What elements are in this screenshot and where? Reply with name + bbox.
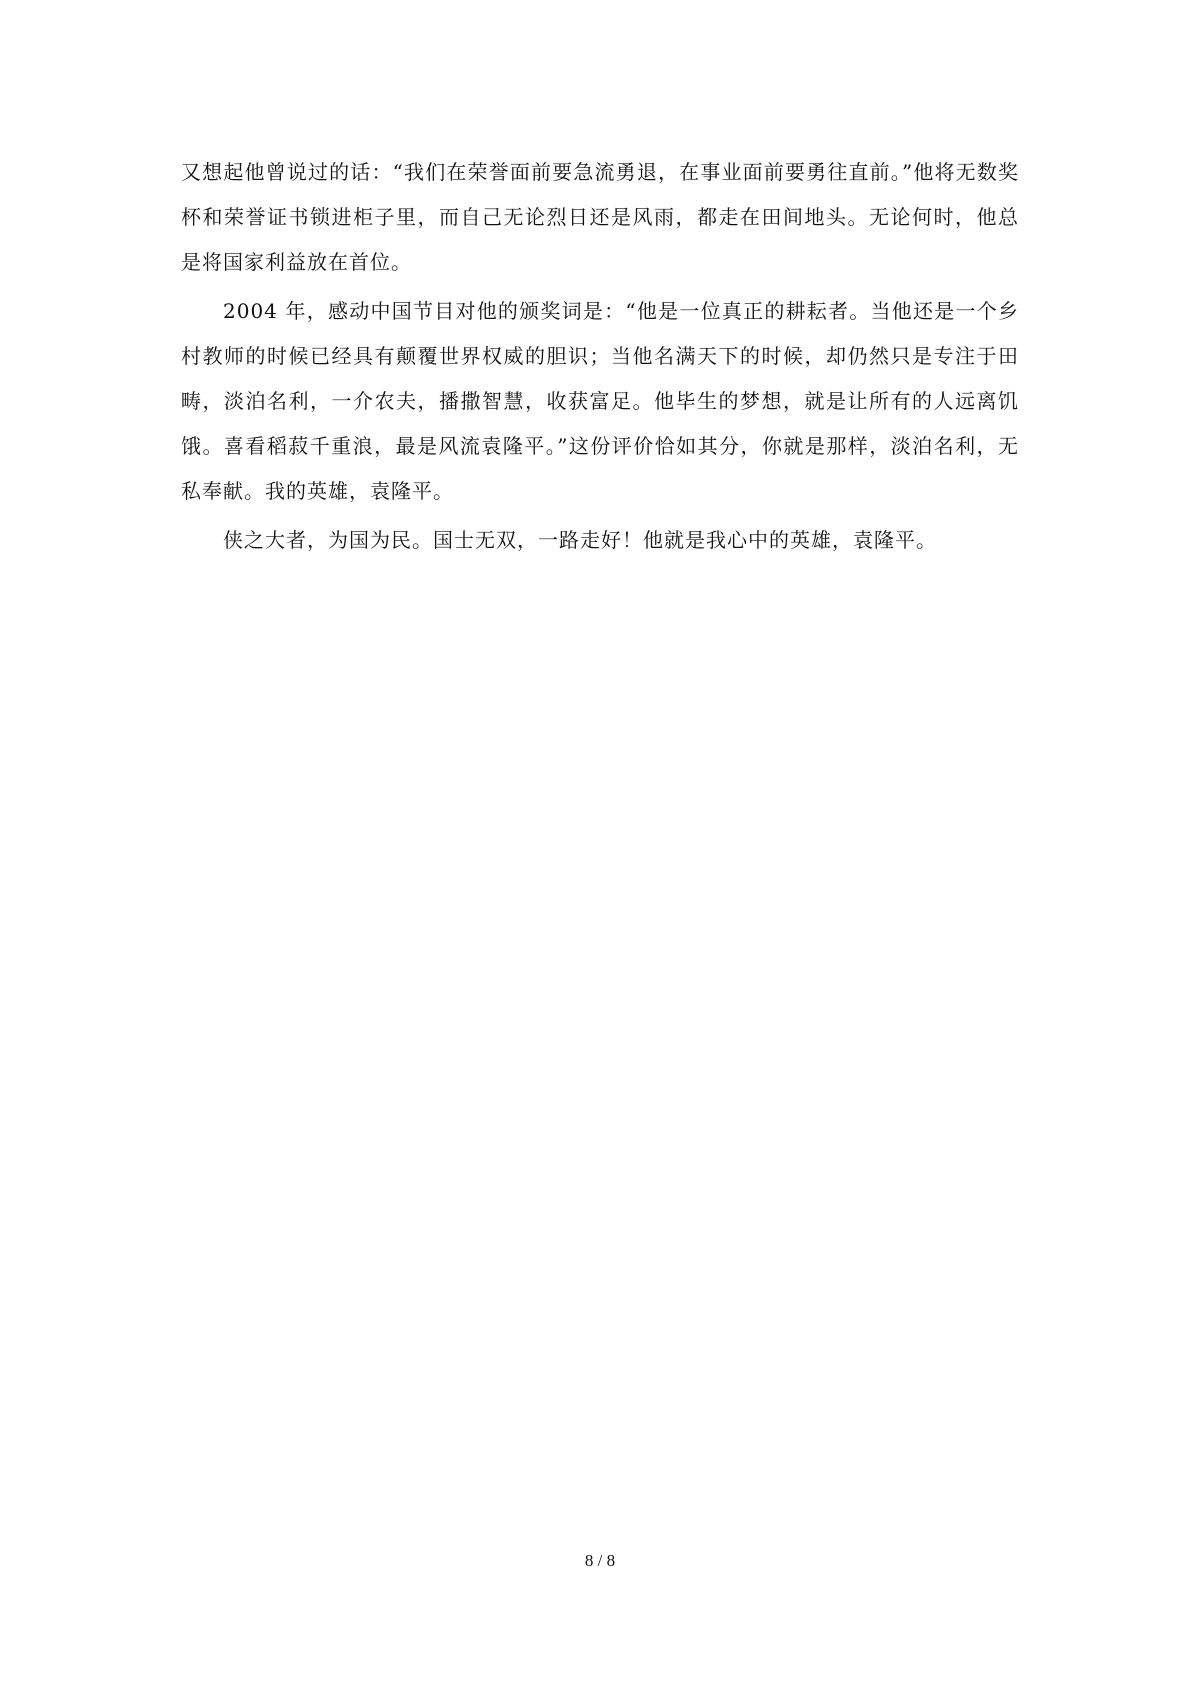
paragraph-award-citation: 2004 年，感动中国节目对他的颁奖词是：“他是一位真正的耕耘者。当他还是一个乡村教师的时候已经具有颠覆世界权威的胆识；当他名满天下的时候，却仍然只是专注于田畴，淡泊名利，一介农夫，播撒智慧，收获富足。他毕生的梦想，就是让所有的人远离饥饿。喜看稻菽千重浪，最是风流袁隆平。”这份评价恰如其分，你就是那样，淡泊名利，无私奉献。我的英雄，袁隆平。 <box>181 299 1019 503</box>
body-text <box>181 150 1019 567</box>
page-number: 8 / 8 <box>584 1551 616 1570</box>
paragraph-closing: 侠之大者，为国为民。国士无双，一路走好！他就是我心中的英雄，袁隆平。 <box>223 528 937 552</box>
paragraph-continued: 又想起他曾说过的话：“我们在荣誉面前要急流勇退，在事业面前要勇往直前。”他将无数奖杯和荣誉证书锁进柜子里，而自己无论烈日还是风雨，都走在田间地头。无论何时，他总是将国家利益放在首位。 <box>181 160 1019 274</box>
